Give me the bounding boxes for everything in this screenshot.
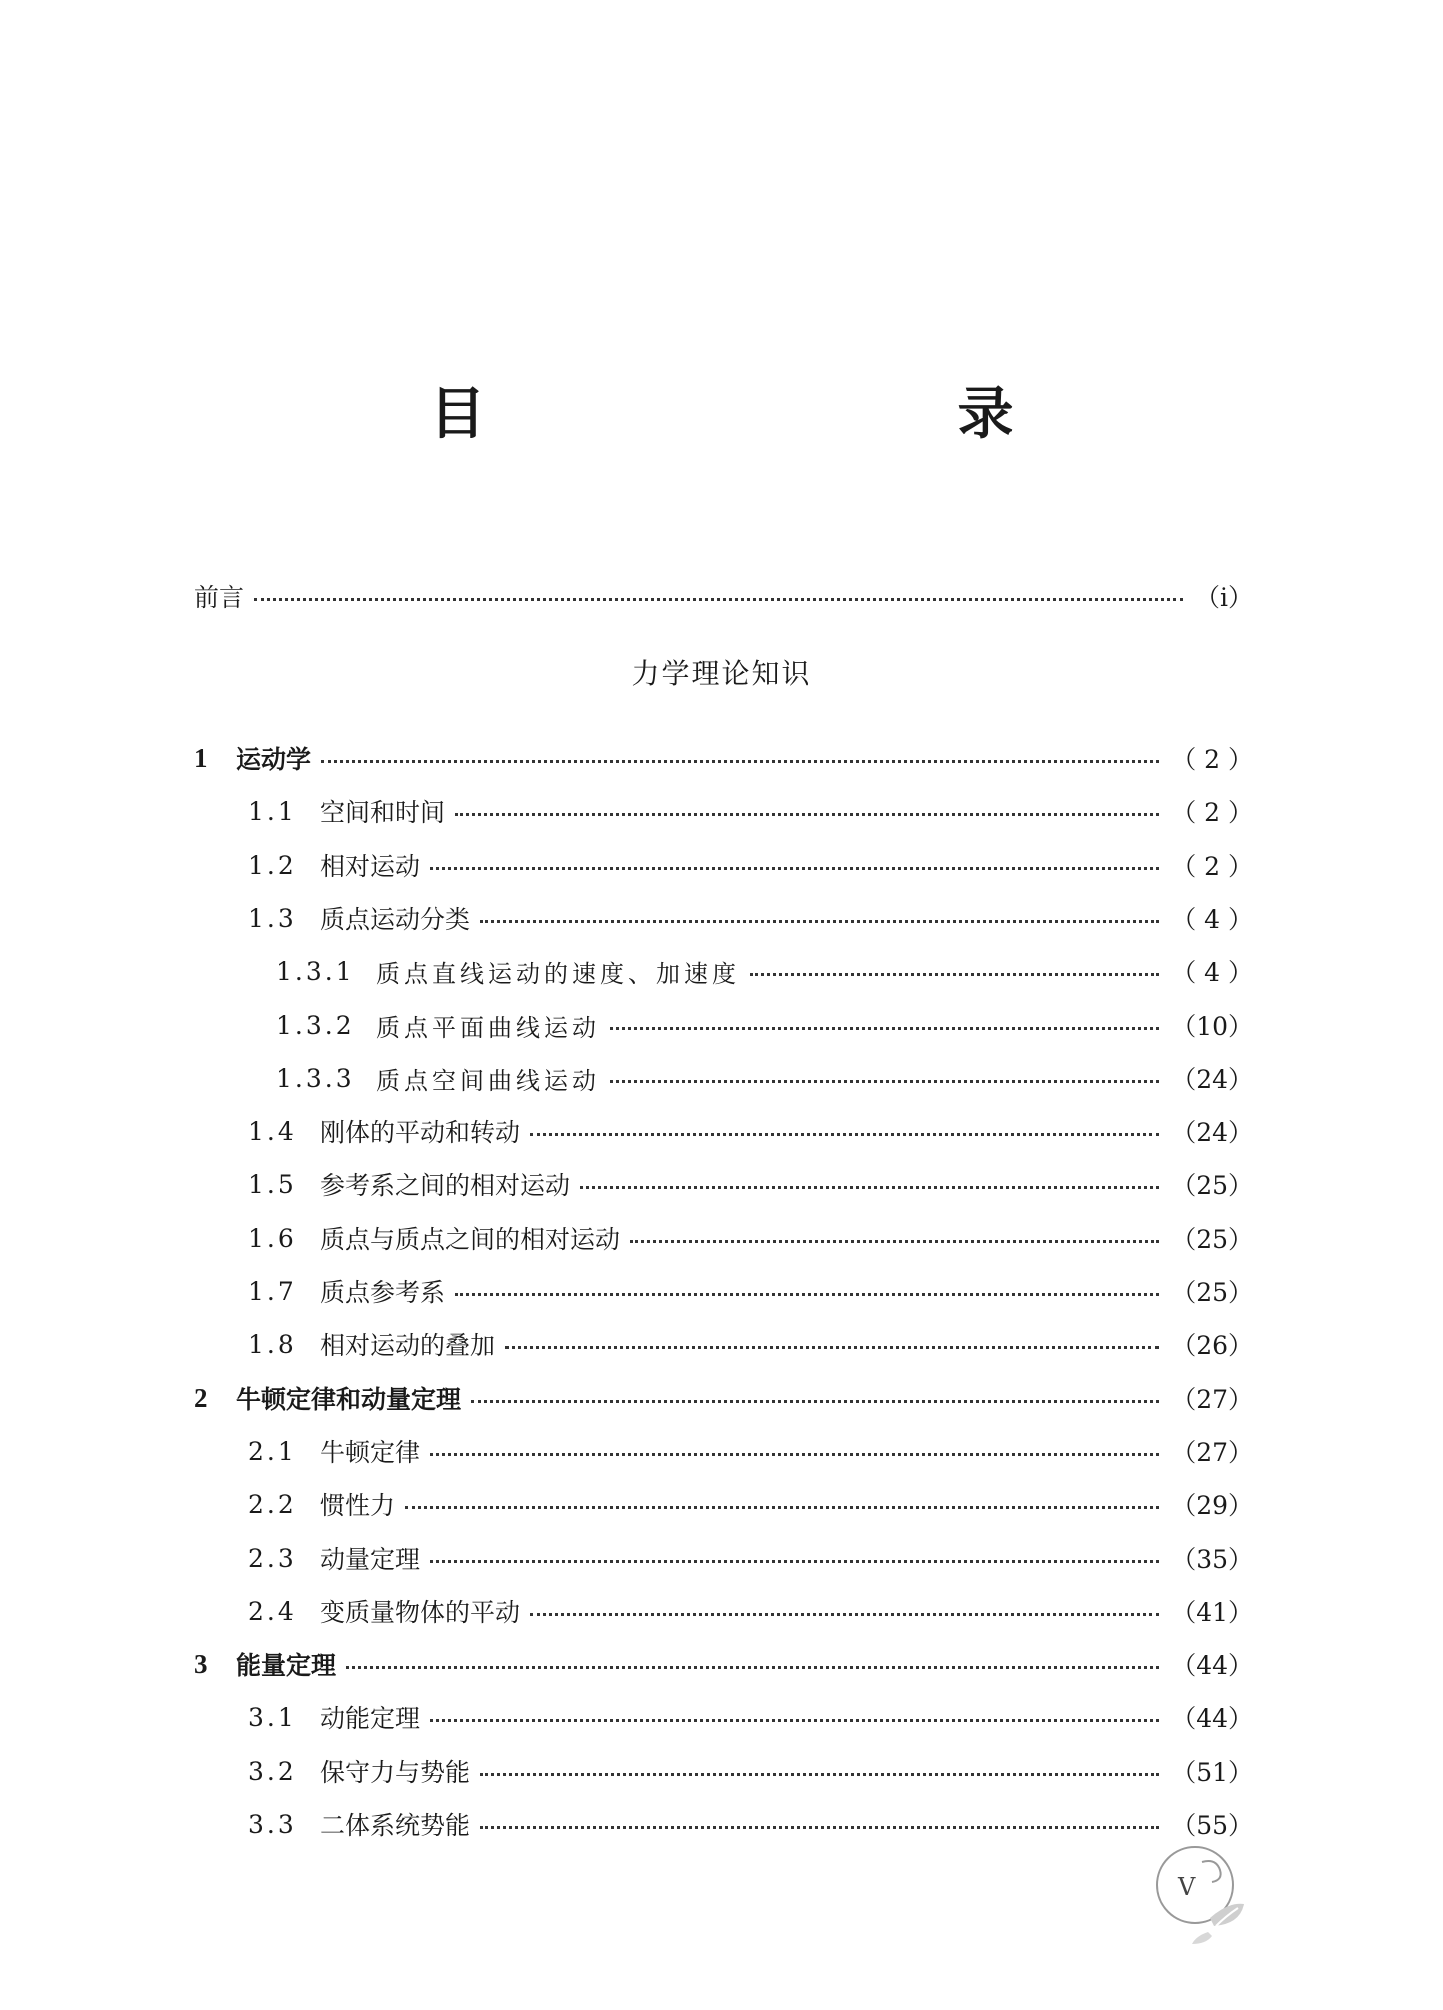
toc-page: （10） — [1171, 1012, 1253, 1041]
toc-title: 运动学 — [236, 745, 312, 774]
toc-title: 惯性力 — [320, 1491, 396, 1520]
toc-number: 1.1 — [248, 796, 297, 826]
toc-title: 牛顿定律和动量定理 — [236, 1385, 462, 1414]
dot-leader — [405, 1506, 1159, 1509]
section-heading: 力学理论知识 — [631, 657, 812, 690]
toc-title: 刚体的平动和转动 — [320, 1118, 521, 1147]
toc-entry[interactable] — [0, 1431, 1443, 1471]
dot-leader — [610, 1027, 1159, 1030]
toc-entry[interactable] — [0, 791, 1443, 831]
toc-number: 1.2 — [248, 850, 297, 880]
dot-leader — [505, 1346, 1159, 1349]
toc-page: （51） — [1171, 1758, 1253, 1787]
toc-page: （29） — [1171, 1491, 1253, 1520]
toc-number: 1.3.1 — [276, 956, 355, 986]
dot-leader — [580, 1186, 1159, 1189]
dot-leader — [480, 1773, 1159, 1776]
toc-page: （35） — [1171, 1545, 1253, 1574]
dot-leader — [630, 1240, 1159, 1243]
dot-leader — [480, 920, 1159, 923]
toc-entry[interactable] — [0, 1751, 1443, 1791]
toc-entry[interactable] — [0, 1591, 1443, 1631]
toc-number: 1.4 — [248, 1116, 297, 1146]
toc-preface[interactable] — [0, 576, 1443, 616]
toc-page: （ 4 ） — [1171, 958, 1253, 987]
toc-title: 前言 — [194, 583, 245, 612]
toc-entry[interactable] — [0, 1538, 1443, 1578]
toc-number: 2.4 — [248, 1596, 297, 1626]
toc-entry[interactable] — [0, 1644, 1443, 1684]
dot-leader — [471, 1400, 1159, 1403]
toc-title: 质点平面曲线运动 — [376, 1013, 600, 1042]
dot-leader — [455, 1293, 1159, 1296]
toc-title: 质点空间曲线运动 — [376, 1066, 600, 1095]
dot-leader — [610, 1080, 1159, 1083]
toc-number: 1 — [194, 742, 208, 773]
toc-page: （55） — [1171, 1811, 1253, 1840]
dot-leader — [750, 973, 1159, 976]
toc-page: （44） — [1171, 1651, 1253, 1680]
toc-entry[interactable] — [0, 738, 1443, 778]
toc-title: 质点与质点之间的相对运动 — [320, 1225, 621, 1254]
toc-entry[interactable] — [0, 1271, 1443, 1311]
toc-entry[interactable] — [0, 1164, 1443, 1204]
toc-entry[interactable] — [0, 1484, 1443, 1524]
toc-entry[interactable] — [0, 1324, 1443, 1364]
dot-leader — [430, 1560, 1159, 1563]
toc-entry[interactable] — [0, 845, 1443, 885]
toc-title: 动能定理 — [320, 1704, 421, 1733]
toc-page: （25） — [1171, 1278, 1253, 1307]
toc-number: 3.1 — [248, 1702, 297, 1732]
toc-number: 2 — [194, 1382, 208, 1413]
toc-page: （ 2 ） — [1171, 798, 1253, 827]
toc-number: 3.3 — [248, 1809, 297, 1839]
dot-leader — [530, 1613, 1159, 1616]
toc-title: 保守力与势能 — [320, 1758, 471, 1787]
dot-leader — [430, 1719, 1159, 1722]
toc-number: 2.3 — [248, 1543, 297, 1573]
toc-page: （ 2 ） — [1171, 745, 1253, 774]
toc-number: 1.8 — [248, 1329, 297, 1359]
toc-entry[interactable] — [0, 1378, 1443, 1418]
page-title: 目 录 — [429, 382, 1134, 447]
dot-leader — [254, 598, 1183, 601]
toc-number: 1.3 — [248, 903, 297, 933]
toc-title: 牛顿定律 — [320, 1438, 421, 1467]
toc-title: 质点运动分类 — [320, 905, 471, 934]
toc-number: 1.3.3 — [276, 1063, 355, 1093]
toc-title: 质点直线运动的速度、加速度 — [376, 959, 740, 988]
toc-page: （25） — [1171, 1171, 1253, 1200]
page-ornament-icon — [1150, 1840, 1260, 1950]
dot-leader — [346, 1666, 1159, 1669]
toc-title: 能量定理 — [236, 1651, 337, 1680]
toc-title: 相对运动 — [320, 852, 421, 881]
toc-number: 1.7 — [248, 1276, 297, 1306]
dot-leader — [430, 867, 1159, 870]
toc-page: （44） — [1171, 1704, 1253, 1733]
toc-title: 参考系之间的相对运动 — [320, 1171, 571, 1200]
toc-title: 相对运动的叠加 — [320, 1331, 496, 1360]
toc-entry[interactable] — [0, 1111, 1443, 1151]
toc-page: （ 2 ） — [1171, 852, 1253, 881]
toc-number: 1.3.2 — [276, 1010, 355, 1040]
toc-entry[interactable] — [0, 1005, 1443, 1045]
dot-leader — [455, 813, 1159, 816]
toc-page: （27） — [1171, 1438, 1253, 1467]
toc-page: （27） — [1171, 1385, 1253, 1414]
dot-leader — [480, 1826, 1159, 1829]
toc-entry[interactable] — [0, 898, 1443, 938]
toc-number: 3 — [194, 1648, 208, 1679]
page-number: V — [1178, 1873, 1196, 1901]
toc-page: （41） — [1171, 1598, 1253, 1627]
dot-leader — [430, 1453, 1159, 1456]
toc-title: 二体系统势能 — [320, 1811, 471, 1840]
dot-leader — [530, 1133, 1159, 1136]
toc-page: （26） — [1171, 1331, 1253, 1360]
dot-leader — [321, 760, 1159, 763]
toc-title: 动量定理 — [320, 1545, 421, 1574]
toc-number: 1.6 — [248, 1223, 297, 1253]
toc-page: （24） — [1171, 1118, 1253, 1147]
toc-number: 2.2 — [248, 1489, 297, 1519]
toc-entry[interactable] — [0, 1804, 1443, 1844]
toc-title: 质点参考系 — [320, 1278, 446, 1307]
toc-title: 变质量物体的平动 — [320, 1598, 521, 1627]
toc-page: （ 4 ） — [1171, 905, 1253, 934]
toc-entry[interactable] — [0, 1218, 1443, 1258]
toc-entry[interactable] — [0, 1058, 1443, 1098]
toc-page: （25） — [1171, 1225, 1253, 1254]
toc-number: 1.5 — [248, 1169, 297, 1199]
toc-entry[interactable] — [0, 1697, 1443, 1737]
toc-title: 空间和时间 — [320, 798, 446, 827]
toc-page: （24） — [1171, 1065, 1253, 1094]
toc-number: 3.2 — [248, 1756, 297, 1786]
toc-number: 2.1 — [248, 1436, 297, 1466]
toc-entry[interactable] — [0, 951, 1443, 991]
toc-page: （ⅰ） — [1195, 583, 1253, 612]
